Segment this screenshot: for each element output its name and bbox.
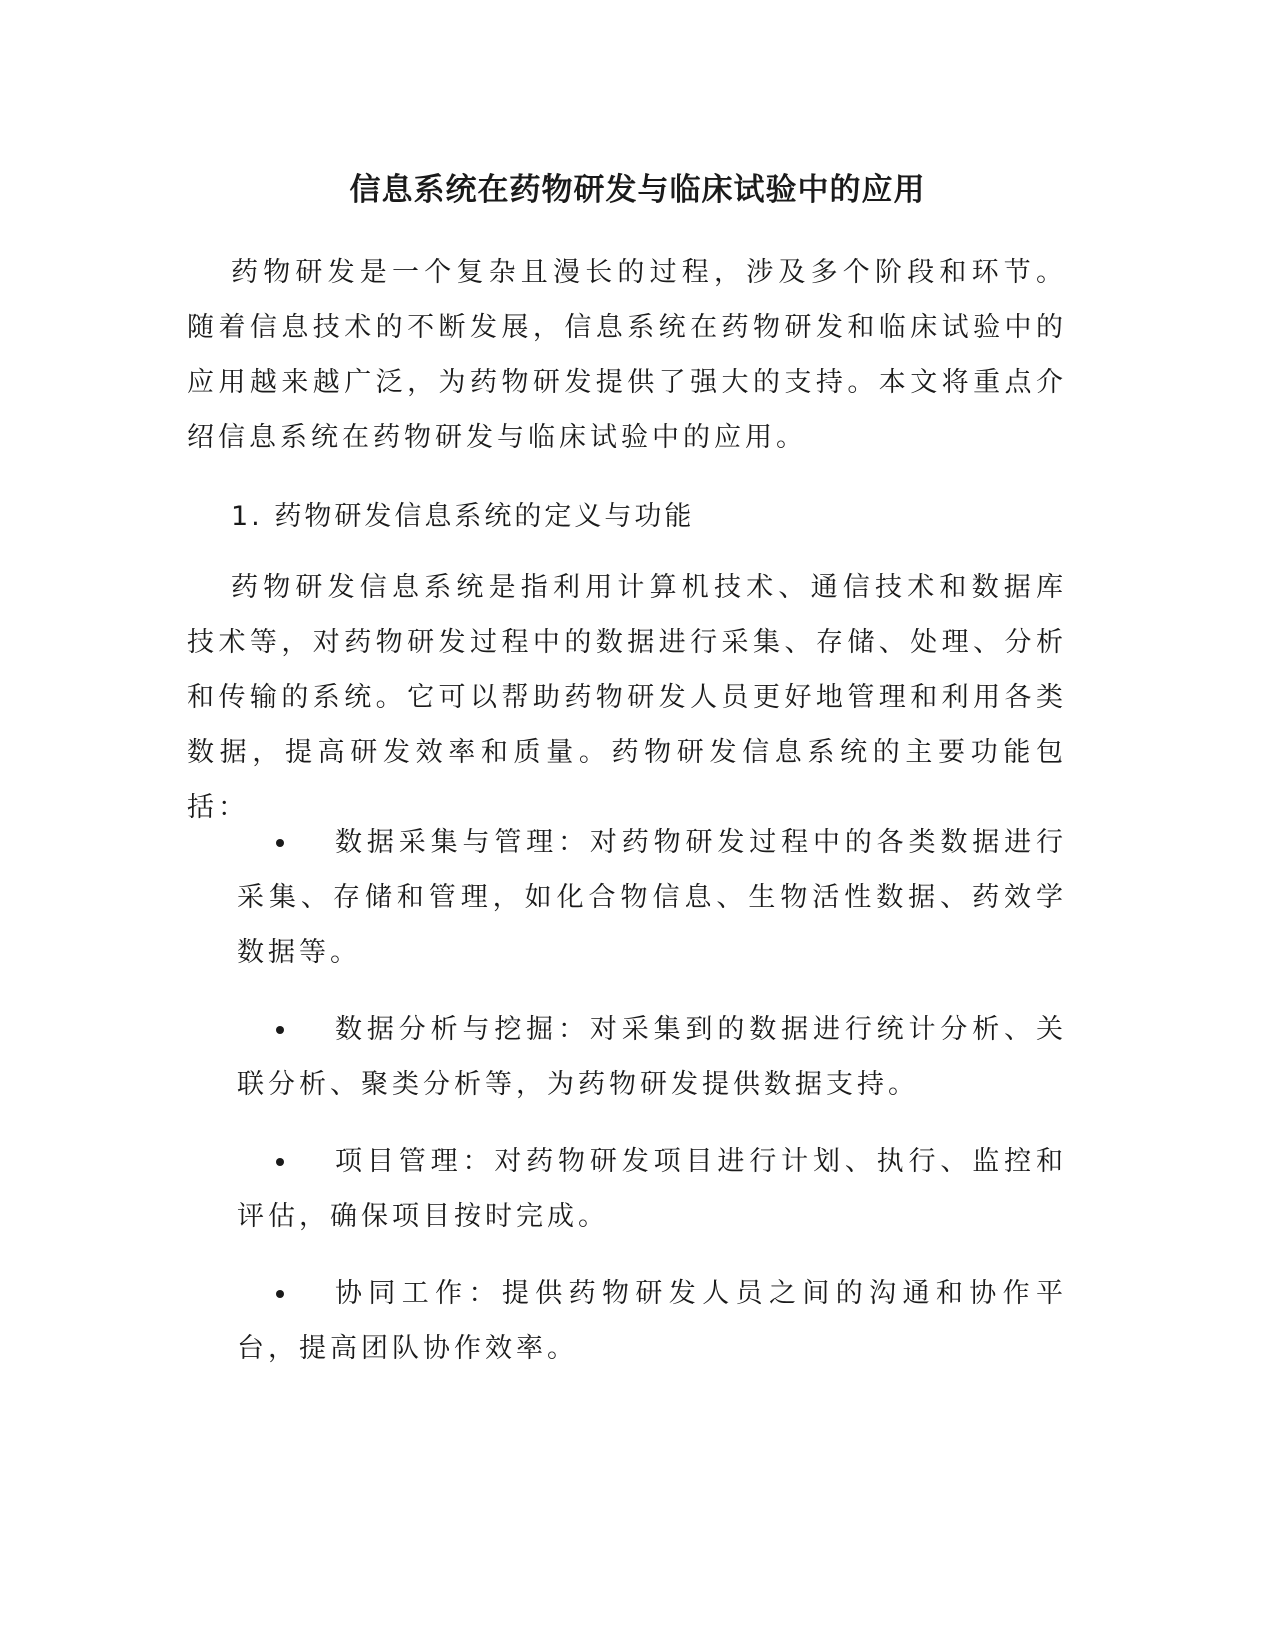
bullet-icon	[276, 839, 284, 847]
list-item	[237, 1002, 1067, 1112]
list-item	[237, 1134, 1067, 1244]
document-title: 信息系统在药物研发与临床试验中的应用	[349, 172, 926, 208]
bullet-icon	[276, 1026, 284, 1034]
bullet-icon	[276, 1290, 284, 1298]
list-item-text: 数据采集与管理：对药物研发过程中的各类数据进行采集、存储和管理，如化合物信息、生物活性数据、药效学数据等。	[237, 827, 1067, 968]
bullet-icon	[276, 1158, 284, 1166]
list-item-text: 数据分析与挖掘：对采集到的数据进行统计分析、关联分析、聚类分析等，为药物研发提供数据支持。	[237, 1014, 1067, 1100]
section-body-paragraph: 药物研发信息系统是指利用计算机技术、通信技术和数据库技术等，对药物研发过程中的数据进行采集、存储、处理、分析和传输的系统。它可以帮助药物研发人员更好地管理和利用各类数据，提高研发效率和质量。药物研发信息系统的主要功能包括：	[187, 572, 1067, 823]
list-item	[237, 1266, 1067, 1376]
list-item-text: 协同工作：提供药物研发人员之间的沟通和协作平台，提高团队协作效率。	[237, 1278, 1067, 1364]
function-list	[237, 815, 1067, 1398]
section-heading: 1. 药物研发信息系统的定义与功能	[231, 501, 695, 532]
intro-paragraph: 药物研发是一个复杂且漫长的过程，涉及多个阶段和环节。随着信息技术的不断发展，信息系统在药物研发和临床试验中的应用越来越广泛，为药物研发提供了强大的支持。本文将重点介绍信息系统在药物研发与临床试验中的应用。	[187, 257, 1067, 453]
list-item	[237, 815, 1067, 980]
list-item-text: 项目管理：对药物研发项目进行计划、执行、监控和评估，确保项目按时完成。	[237, 1146, 1067, 1232]
